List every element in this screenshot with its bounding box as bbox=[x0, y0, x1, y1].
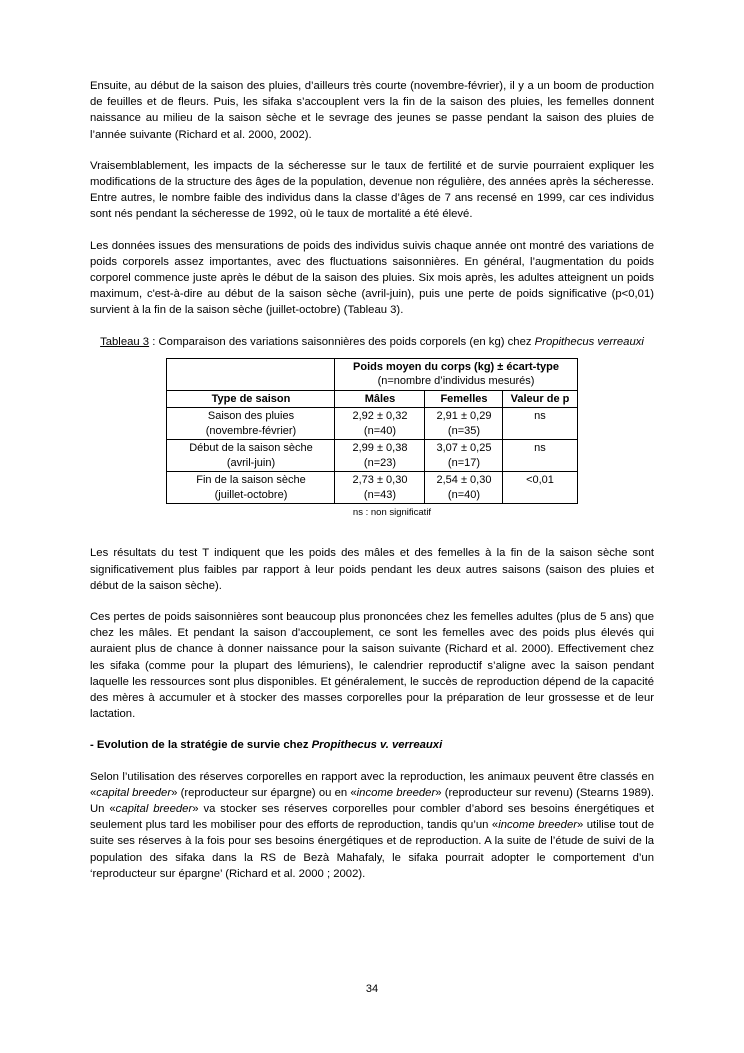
seasonal-weight-table bbox=[166, 358, 577, 505]
table-footnote: ns : non significatif bbox=[352, 507, 432, 519]
section-heading: - Evolution de la stratégie de survie chez Propithecus v. verreauxi bbox=[90, 739, 443, 752]
cell-females: 2,54 ± 0,30 (n=40) bbox=[425, 472, 503, 504]
cell-season: Saison des pluies (novembre-février) bbox=[167, 408, 335, 440]
table-corner-cell bbox=[167, 358, 335, 390]
table-row bbox=[167, 440, 577, 472]
cell-males: 2,73 ± 0,30 (n=43) bbox=[335, 472, 425, 504]
table-caption: Tableau 3 : Comparaison des variations saisonnières des poids corporels (en kg) chez Propithecus verreauxi bbox=[100, 335, 644, 348]
col-header-season: Type de saison bbox=[167, 390, 335, 408]
page-number: 34 bbox=[365, 983, 379, 995]
table-row bbox=[167, 408, 577, 440]
paragraph-6: Selon l’utilisation des réserves corporelles en rapport avec la reproduction, les animaux peuvent être classés en «capital breeder» (reproducteur sur épargne) ou en «income breeder» (reproducteur sur revenu) (Stearns 1989). Un «capital breeder» va stocker ses réserves corporelles pour combler d’abord ses besoins énergétiques et seulement plus tard les mobiliser pour des efforts de reproduction, tandis qu’un «income breeder» utilise tout de suite ses réserves à la fois pour ses besoins énergétiques et de reproduction. A la suite de l’étude de suivi de la population des sifaka dans la RS de Bezà Mahafaly, le sifaka pourrait adopter le comportement d’un ‘reproducteur sur épargne’ (Richard et al. 2000 ; 2002). bbox=[90, 770, 654, 880]
paragraph-1: Ensuite, au début de la saison des pluies, d’ailleurs très courte (novembre-février), il y a un boom de production de feuilles et de fleurs. Puis, les sifaka s’accouplent vers la fin de la saison des pluies, les femelles donnent naissance au milieu de la saison sèche et le sevrage des jeunes se passe pendant la saison des pluies de l’année suivante (Richard et al. 2000, 2002). bbox=[90, 80, 654, 141]
cell-males: 2,99 ± 0,38 (n=23) bbox=[335, 440, 425, 472]
group-header-subtitle: (n=nombre d’individus mesurés) bbox=[377, 375, 535, 388]
cell-pvalue: <0,01 bbox=[503, 472, 577, 504]
table-column-header-row bbox=[167, 390, 577, 408]
col-header-females: Femelles bbox=[425, 390, 503, 408]
cell-season: Fin de la saison sèche (juillet-octobre) bbox=[167, 472, 335, 504]
col-header-pvalue: Valeur de p bbox=[503, 390, 577, 408]
table-row bbox=[167, 472, 577, 504]
col-header-males: Mâles bbox=[335, 390, 425, 408]
paragraph-3: Les données issues des mensurations de poids des individus suivis chaque année ont montré des variations de poids corporels assez importantes, avec des fluctuations saisonnières. En général, l’augmentation du poids corporel commence juste après le début de la saison des pluies. Six mois après, les adultes atteignent un poids maximum, c'est-à-dire au début de la saison sèche (avril-juin), puis une perte de poids significative (p<0,01) survient à la fin de la saison sèche (juillet-octobre) (Tableau 3). bbox=[90, 239, 654, 317]
group-header-title: Poids moyen du corps (kg) ± écart-type bbox=[353, 360, 559, 373]
cell-pvalue: ns bbox=[503, 408, 577, 440]
table-group-header-row bbox=[167, 358, 577, 390]
cell-females: 2,91 ± 0,29 (n=35) bbox=[425, 408, 503, 440]
cell-pvalue: ns bbox=[503, 440, 577, 472]
cell-males: 2,92 ± 0,32 (n=40) bbox=[335, 408, 425, 440]
paragraph-5: Ces pertes de poids saisonnières sont beaucoup plus prononcées chez les femelles adultes (plus de 5 ans) que chez les mâles. Et pendant la saison d'accouplement, ce sont les femelles avec des poids plus élevés qui auraient plus de chance à donner naissance pour la saison suivante (Richard et al. 2000). Effectivement chez les sifaka (comme pour la plupart des lémuriens), le calendrier reproductif s’aligne avec la saison pendant laquelle les ressources sont plus disponibles. Et généralement, le succès de reproduction dépend de la capacité des mères à accumuler et à stocker des masses corporelles pour la préparation de leur grossesse et de leur lactation. bbox=[90, 610, 654, 721]
paragraph-4: Les résultats du test T indiquent que les poids des mâles et des femelles à la fin de la saison sèche sont significativement plus faibles par rapport à leur poids pendant les deux autres saisons (saison des pluies et début de la saison sèche). bbox=[90, 547, 654, 592]
table-group-header-cell bbox=[335, 358, 577, 390]
paragraph-2: Vraisemblablement, les impacts de la sécheresse sur le taux de fertilité et de survie pourraient expliquer les modifications de la structure des âges de la population, devenue non régulière, des années après la sécheresse. Entre autres, le nombre faible des individus dans la classe d’âges de 7 ans recensé en 1999, car ces individus sont nés pendant la sécheresse de 1992, où le taux de mortalité a été élevé. bbox=[90, 159, 654, 221]
cell-season: Début de la saison sèche (avril-juin) bbox=[167, 440, 335, 472]
cell-females: 3,07 ± 0,25 (n=17) bbox=[425, 440, 503, 472]
